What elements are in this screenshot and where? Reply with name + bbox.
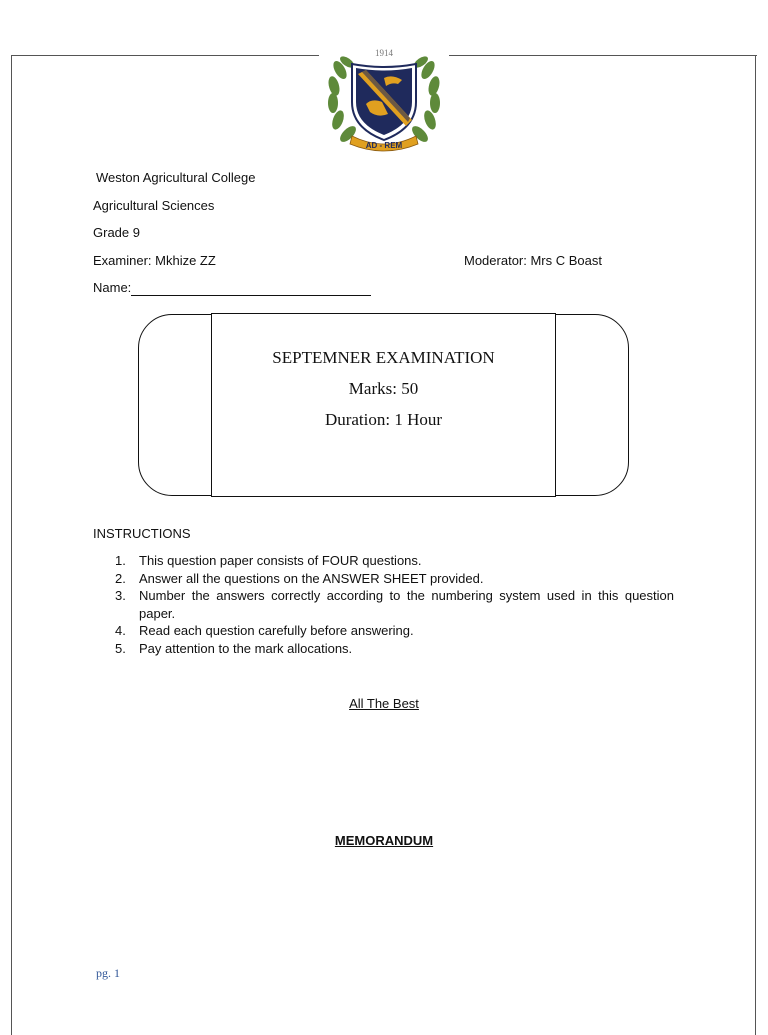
instructions-list <box>93 552 674 657</box>
closing-note: All The Best <box>349 696 419 711</box>
page-border-top-right <box>449 55 757 56</box>
name-label: Name: <box>93 280 132 295</box>
grade-label: Grade 9 <box>93 225 140 240</box>
memorandum-heading: MEMORANDUM <box>334 833 434 848</box>
exam-info-box <box>211 313 556 497</box>
name-field-row <box>93 280 371 296</box>
instruction-item: 2. Answer all the questions on the ANSWER SHEET provided. <box>115 570 484 586</box>
instructions-heading: INSTRUCTIONS <box>93 526 191 541</box>
svg-text:1914: 1914 <box>375 48 393 58</box>
instruction-item: 5. Pay attention to the mark allocations. <box>115 640 353 656</box>
instruction-item: 4. Read each question carefully before answering. <box>115 623 414 638</box>
subject-name: Agricultural Sciences <box>93 198 215 213</box>
instruction-item: 3. Number the answers correctly according to the numbering system used in this question paper. <box>115 588 674 621</box>
svg-text:AD - REM: AD - REM <box>365 141 403 150</box>
moderator-label: Moderator: Mrs C Boast <box>464 253 602 268</box>
exam-marks: Marks: 50 <box>348 379 419 398</box>
school-crest-logo <box>322 40 446 154</box>
page-border-top-left <box>11 55 319 56</box>
name-input-line[interactable] <box>131 282 371 296</box>
school-name: Weston Agricultural College <box>96 170 256 185</box>
page-number: pg. 1 <box>96 966 120 980</box>
examiner-label: Examiner: Mkhize ZZ <box>93 253 216 268</box>
exam-duration: Duration: 1 Hour <box>324 410 443 429</box>
instruction-item: 1. This question paper consists of FOUR questions. <box>115 553 422 568</box>
exam-title: SEPTEMNER EXAMINATION <box>272 348 495 367</box>
